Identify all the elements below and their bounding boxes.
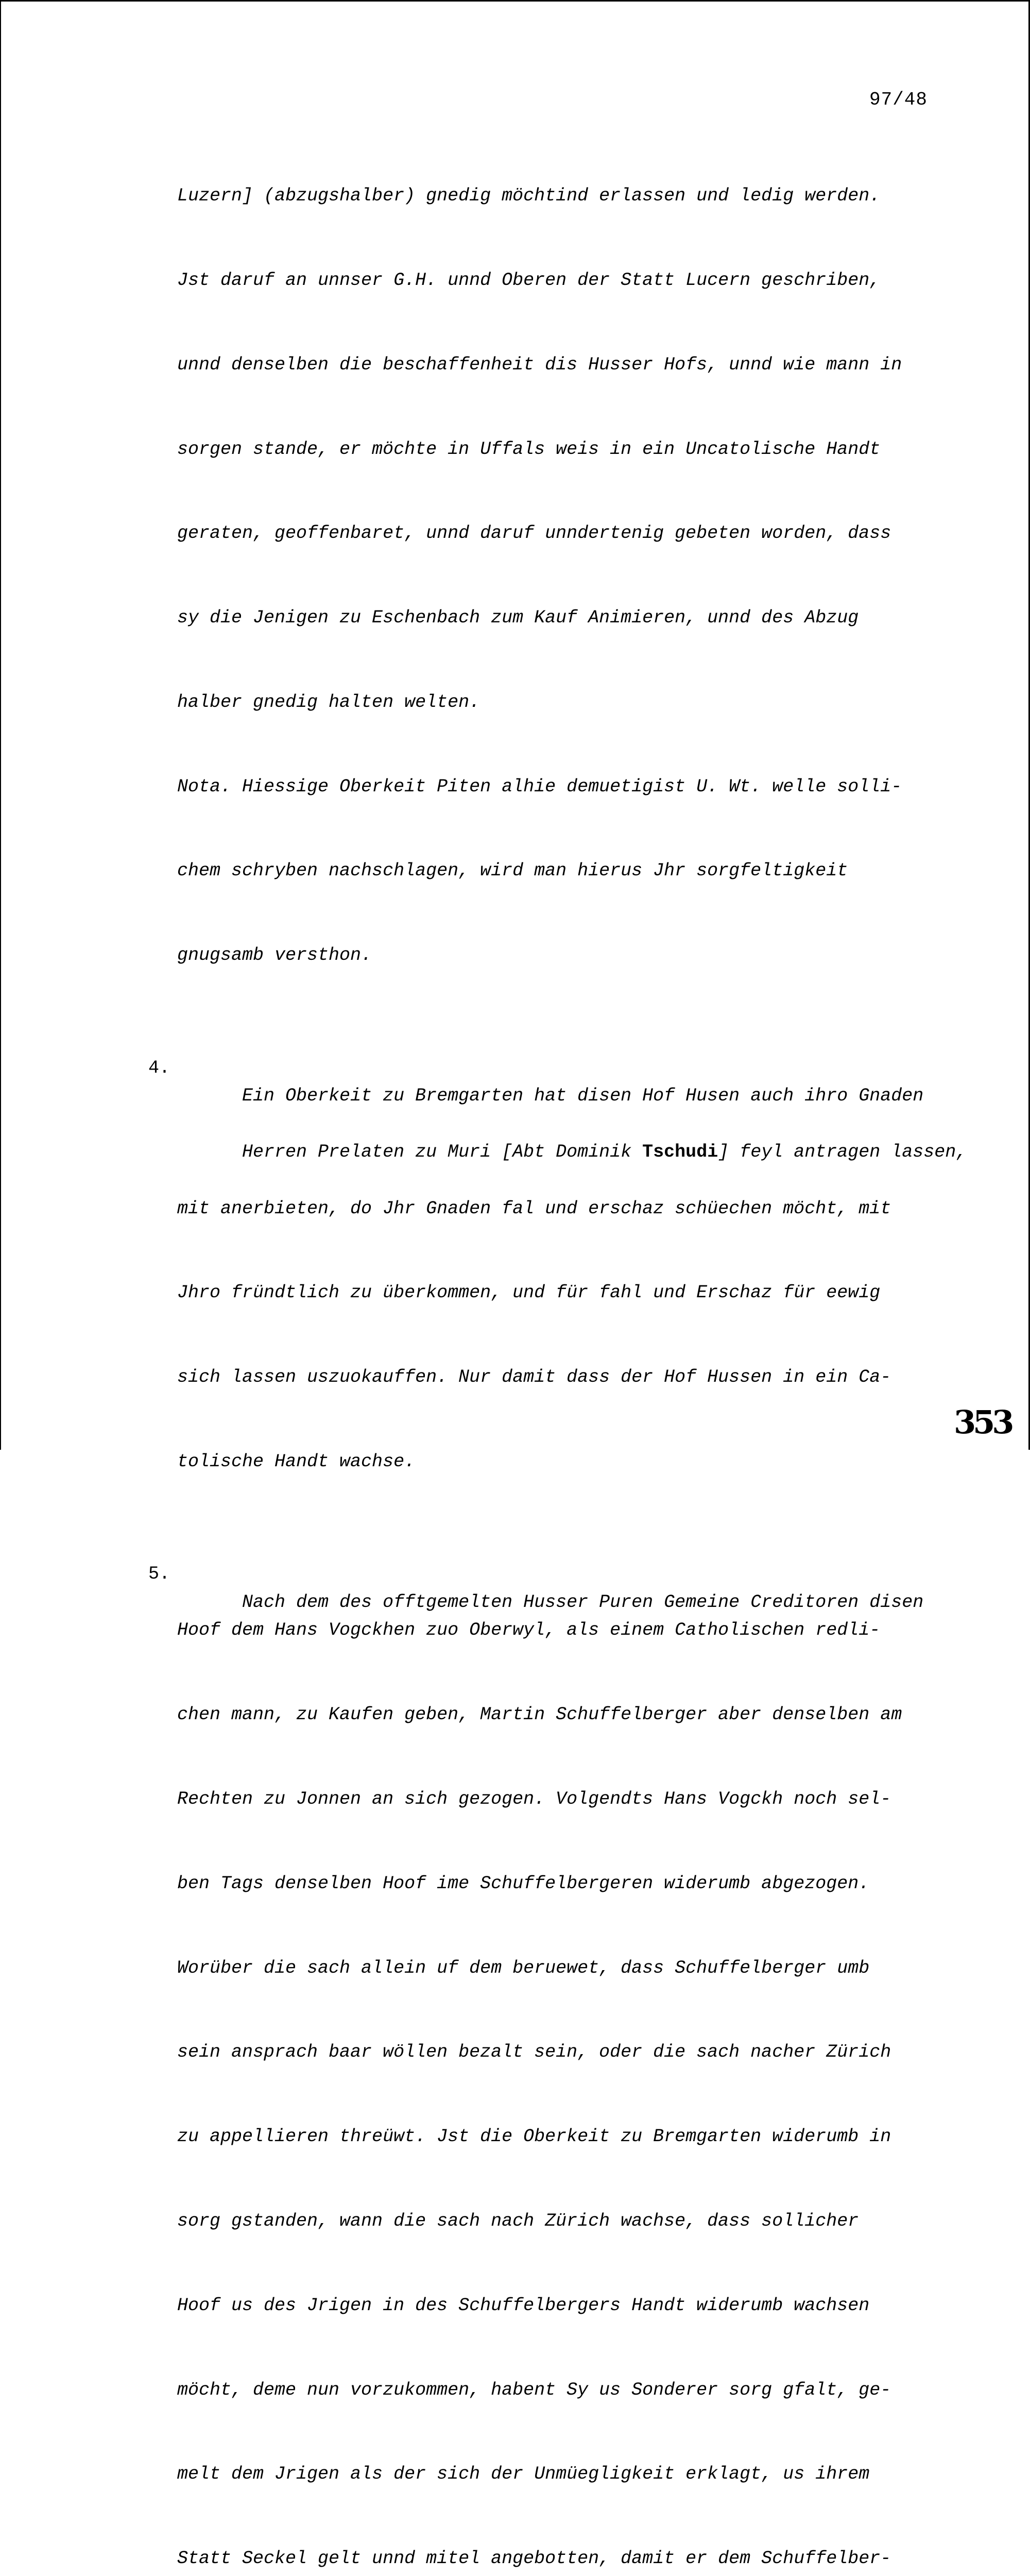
text-line: geraten, geoffenbaret, unnd daruf unndertenig gebeten worden, dass <box>177 523 891 544</box>
text-line: melt dem Jrigen als der sich der Unmüegligkeit erklagt, us ihrem <box>177 2464 870 2485</box>
text-line: chen mann, zu Kaufen geben, Martin Schuffelberger aber denselben am <box>177 1704 902 1725</box>
text-segment: ] feyl antragen lassen, <box>718 1142 967 1163</box>
page-number: 97/48 <box>869 89 928 110</box>
text-line: Ein Oberkeit zu Bremgarten hat disen Hof Husen auch ihro Gnaden <box>242 1086 924 1107</box>
bold-name: Tschudi <box>642 1142 718 1163</box>
text-line: mit anerbieten, do Jhr Gnaden fal und erschaz schüechen möcht, mit <box>177 1198 891 1219</box>
text-line-with-bold-name <box>177 1110 967 1163</box>
text-line: chem schryben nachschlagen, wird man hierus Jhr sorgfeltigkeit <box>177 860 848 882</box>
text-line: Hoof us des Jrigen in des Schuffelbergers Handt widerumb wachsen <box>177 2295 870 2316</box>
text-line: Statt Seckel gelt unnd mitel angebotten, damit er dem Schuffelber- <box>177 2548 891 2569</box>
text-line: Jhro fründtlich zu überkommen, und für fahl und Erschaz für eewig <box>177 1282 881 1303</box>
body-text <box>148 126 967 2576</box>
text-line: sorgen stande, er möchte in Uffals weis in ein Uncatolische Handt <box>177 438 881 460</box>
text-line: unnd denselben die beschaffenheit dis Husser Hofs, unnd wie mann in <box>177 354 902 375</box>
text-line: sorg gstanden, wann die sach nach Zürich wachse, dass sollicher <box>177 2210 859 2231</box>
text-line: sich lassen uszuokauffen. Nur damit dass der Hof Hussen in ein Ca- <box>177 1367 891 1388</box>
text-line: gnugsamb versthon. <box>177 945 372 966</box>
text-line: Nota. Hiessige Oberkeit Piten alhie demuetigist U. Wt. welle solli- <box>177 776 902 797</box>
text-line: ben Tags denselben Hoof ime Schuffelbergeren widerumb abgezogen. <box>177 1873 870 1894</box>
paragraph-5-line <box>148 1532 939 1613</box>
text-line: Worüber die sach allein uf dem beruewet, dass Schuffelberger umb <box>177 1957 870 1978</box>
text-line: zu appellieren threüwt. Jst die Oberkeit zu Bremgarten widerumb in <box>177 2126 891 2147</box>
text-line: Rechten zu Jonnen an sich gezogen. Volgendts Hans Vogckh noch sel- <box>177 1789 891 1810</box>
text-line: sy die Jenigen zu Eschenbach zum Kauf Animieren, unnd des Abzug <box>177 607 859 629</box>
page-border-top <box>0 0 1030 2</box>
paragraph-4-line <box>148 1026 939 1107</box>
text-line: Luzern] (abzugshalber) gnedig möchtind erlassen und ledig werden. <box>177 185 881 207</box>
text-line: halber gnedig halten welten. <box>177 691 480 713</box>
item-number-5: 5. <box>148 1564 170 1585</box>
page-border-left <box>0 0 1 1450</box>
archive-stamp-number: 353 <box>954 1403 1011 1441</box>
text-line: Nach dem des offtgemelten Husser Puren Gemeine Creditoren disen <box>242 1591 924 1613</box>
text-line: Jst daruf an unnser G.H. unnd Oberen der Statt Lucern geschriben, <box>177 269 881 291</box>
text-segment: Herren Prelaten zu Muri [Abt Dominik <box>242 1142 643 1163</box>
text-line: sein ansprach baar wöllen bezalt sein, oder die sach nacher Zürich <box>177 2042 891 2063</box>
text-line: Hoof dem Hans Vogckhen zuo Oberwyl, als einem Catholischen redli- <box>177 1620 881 1641</box>
item-number-4: 4. <box>148 1057 170 1078</box>
text-line: tolische Handt wachse. <box>177 1451 416 1472</box>
text-line: möcht, deme nun vorzukommen, habent Sy us Sonderer sorg gfalt, ge- <box>177 2379 891 2400</box>
